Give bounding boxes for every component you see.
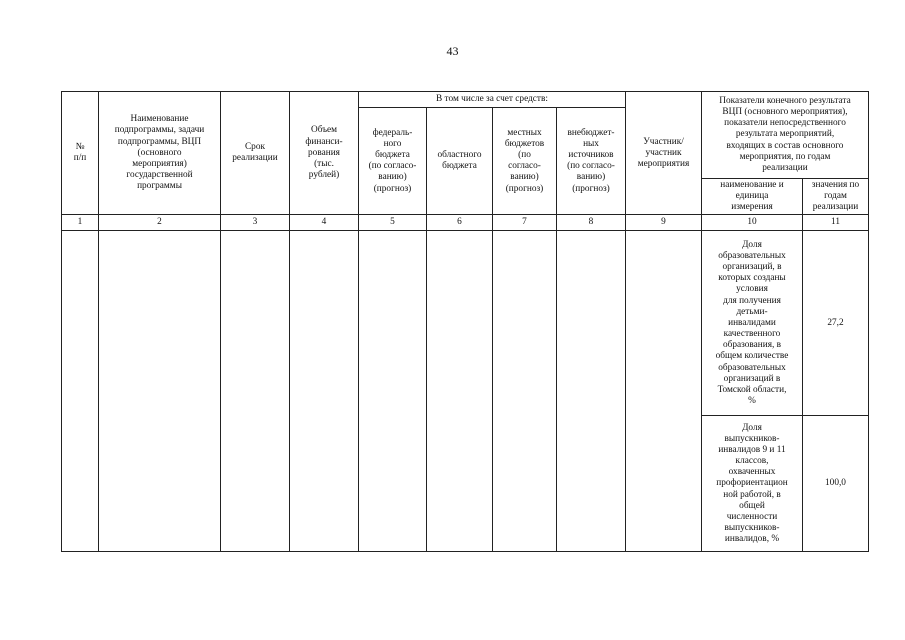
page-number: 43 xyxy=(446,44,459,58)
header-indicator-name: наименование и единица измерения xyxy=(702,179,803,215)
column-number: 11 xyxy=(803,215,869,231)
column-number: 8 xyxy=(557,215,626,231)
header-row-number: № п/п xyxy=(62,92,99,215)
header-implementation-period: Срок реализации xyxy=(221,92,290,215)
column-number: 7 xyxy=(493,215,557,231)
indicator-value: 100,0 xyxy=(803,416,869,552)
cell-regional-budget xyxy=(427,231,493,552)
header-indicator-values: значения по годам реализации xyxy=(803,179,869,215)
indicator-value: 27,2 xyxy=(803,231,869,416)
header-financing-volume: Объем финанси- рования (тыс. рублей) xyxy=(290,92,359,215)
cell-participant xyxy=(626,231,702,552)
column-number: 5 xyxy=(359,215,427,231)
column-number: 9 xyxy=(626,215,702,231)
header-extrabudgetary-sources: внебюджет- ных источников (по согласо- ванию) (прогноз) xyxy=(557,108,626,215)
cell-extrabudgetary-sources xyxy=(557,231,626,552)
header-local-budgets: местных бюджетов (по согласо- ванию) (прогноз) xyxy=(493,108,557,215)
column-number: 10 xyxy=(702,215,803,231)
indicator-name: Доля выпускников- инвалидов 9 и 11 классов, охваченных профориентацион ной работой, в общей численности выпускников- инвалидов, % xyxy=(702,416,803,552)
header-regional-budget: областного бюджета xyxy=(427,108,493,215)
column-number: 6 xyxy=(427,215,493,231)
header-funding-sources: В том числе за счет средств: xyxy=(359,92,626,108)
cell-federal-budget xyxy=(359,231,427,552)
program-table xyxy=(61,91,869,552)
cell-local-budgets xyxy=(493,231,557,552)
header-federal-budget: федераль- ного бюджета (по согласо- ванию) (прогноз) xyxy=(359,108,427,215)
header-participant: Участник/ участник мероприятия xyxy=(626,92,702,215)
indicator-name: Доля образовательных организаций, в которых созданы условия для получения детьми- инвалидами качественного образования, в общем количестве образовательных организаций в Томской области, % xyxy=(702,231,803,416)
column-number: 4 xyxy=(290,215,359,231)
cell-subprogram-name xyxy=(99,231,221,552)
cell-row-number xyxy=(62,231,99,552)
cell-implementation-period xyxy=(221,231,290,552)
column-number: 2 xyxy=(99,215,221,231)
column-number: 3 xyxy=(221,215,290,231)
header-subprogram-name: Наименование подпрограммы, задачи подпрограммы, ВЦП (основного мероприятия) государственной программы xyxy=(99,92,221,215)
header-result-indicators: Показатели конечного результата ВЦП (основного мероприятия), показатели непосредственного результата мероприятий, входящих в состав основного мероприятия, по годам реализации xyxy=(702,92,869,179)
column-number-row xyxy=(62,215,869,231)
column-number: 1 xyxy=(62,215,99,231)
cell-financing-volume xyxy=(290,231,359,552)
table-row xyxy=(62,231,869,416)
